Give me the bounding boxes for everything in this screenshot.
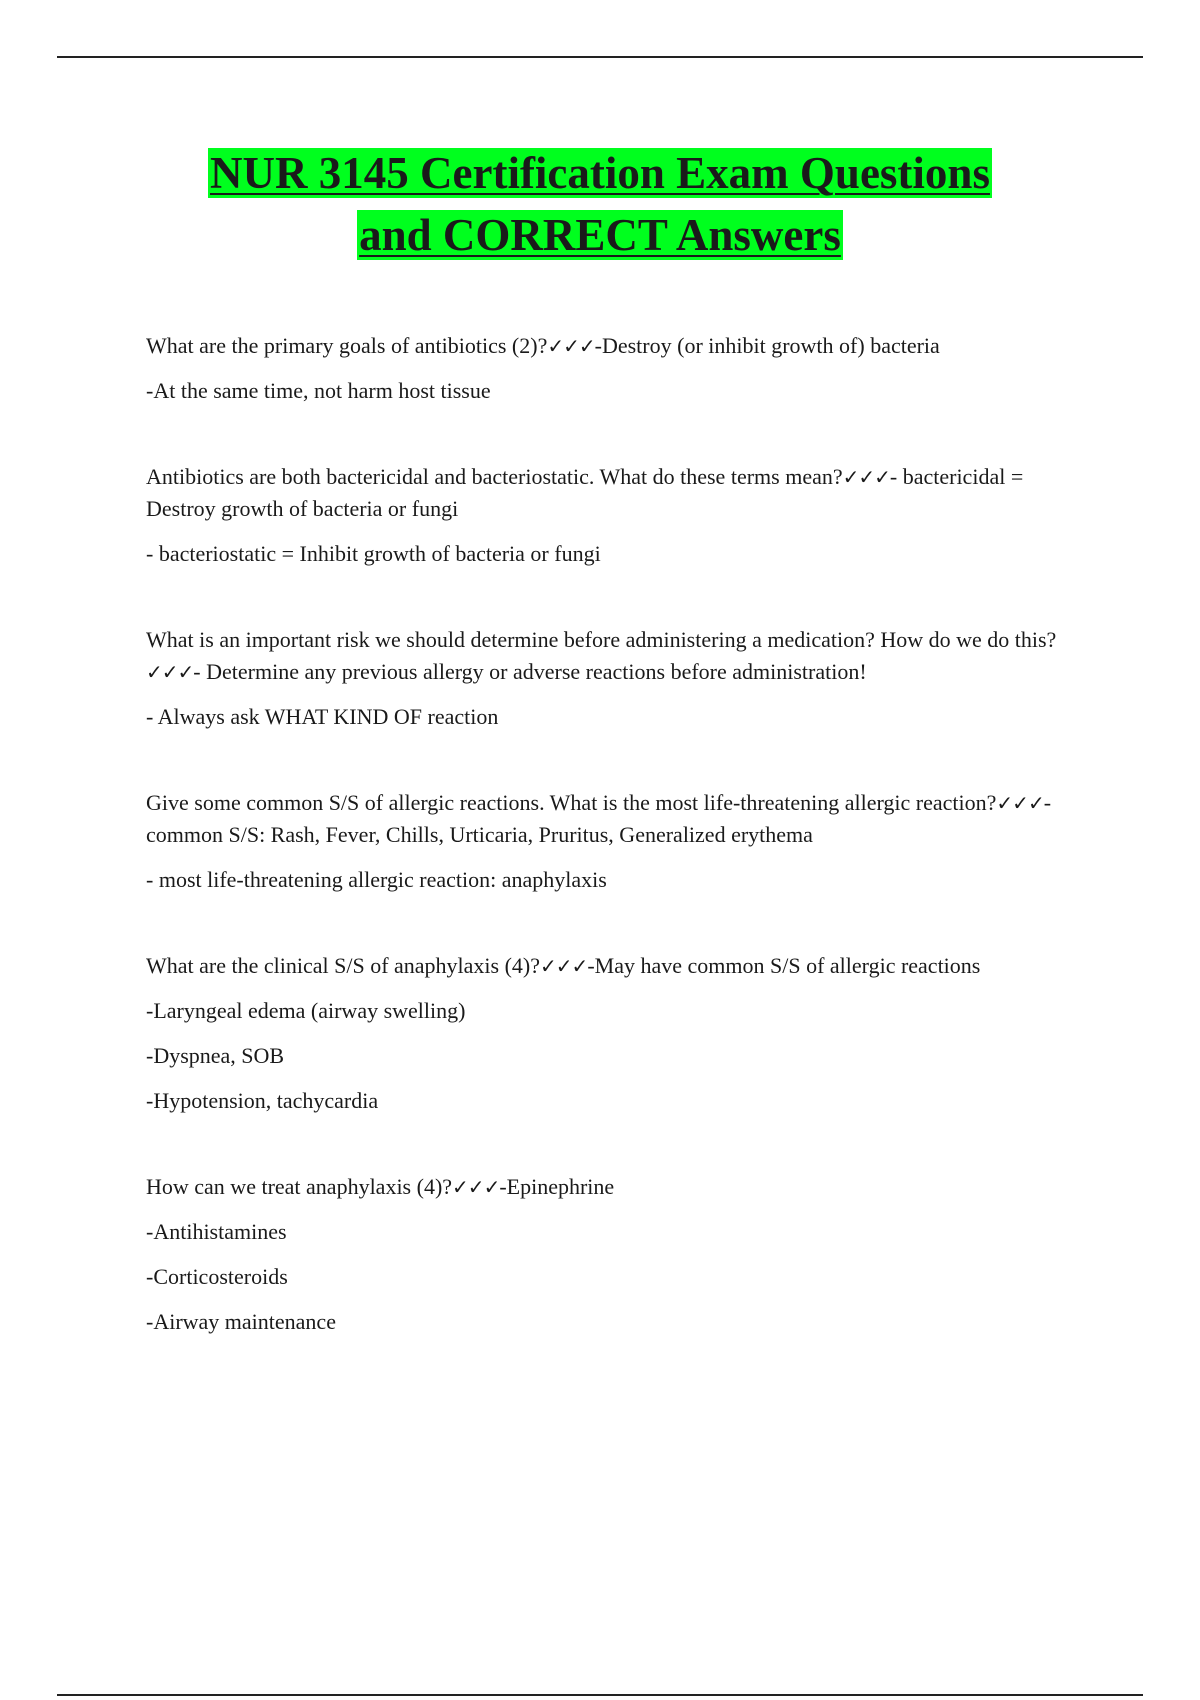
checkmarks-icon: ✓✓✓ bbox=[842, 465, 890, 489]
answer-line: -Hypotension, tachycardia bbox=[146, 1088, 379, 1113]
checkmarks-icon: ✓✓✓ bbox=[547, 334, 595, 358]
answer-text: - bactericidal = Destroy growth of bacteria or fungi bbox=[146, 464, 1024, 521]
title-line-1: NUR 3145 Certification Exam Questions bbox=[210, 148, 990, 198]
qa-list bbox=[146, 330, 1066, 1392]
answer-line: -At the same time, not harm host tissue bbox=[146, 378, 491, 403]
answer-line: -Corticosteroids bbox=[146, 1264, 288, 1289]
question-text: Give some common S/S of allergic reactions. What is the most life-threatening allergic reaction? bbox=[146, 790, 997, 815]
qa-item bbox=[146, 950, 1066, 1117]
answer-line: -Dyspnea, SOB bbox=[146, 1043, 285, 1068]
answer-line: -Antihistamines bbox=[146, 1219, 287, 1244]
answer-line: -Laryngeal edema (airway swelling) bbox=[146, 998, 466, 1023]
question-text: How can we treat anaphylaxis (4)? bbox=[146, 1174, 453, 1199]
document-title bbox=[100, 142, 1100, 266]
qa-question-line bbox=[146, 330, 1066, 362]
question-text: What is an important risk we should determine before administering a medication? How do we do this? bbox=[146, 627, 1057, 652]
checkmarks-icon: ✓✓✓ bbox=[146, 660, 194, 684]
qa-question-line bbox=[146, 950, 1066, 982]
qa-question-line bbox=[146, 624, 1066, 688]
title-line-2: and CORRECT Answers bbox=[359, 210, 841, 260]
answer-line: - Always ask WHAT KIND OF reaction bbox=[146, 704, 499, 729]
checkmarks-icon: ✓✓✓ bbox=[452, 1175, 500, 1199]
top-rule bbox=[57, 56, 1143, 58]
qa-item bbox=[146, 1171, 1066, 1338]
answer-line: - bacteriostatic = Inhibit growth of bacteria or fungi bbox=[146, 541, 601, 566]
question-text: What are the clinical S/S of anaphylaxis (4)? bbox=[146, 953, 541, 978]
checkmarks-icon: ✓✓✓ bbox=[540, 954, 588, 978]
qa-item bbox=[146, 787, 1066, 896]
answer-text: -Epinephrine bbox=[499, 1174, 615, 1199]
checkmarks-icon: ✓✓✓ bbox=[996, 791, 1044, 815]
answer-text: - common S/S: Rash, Fever, Chills, Urticaria, Pruritus, Generalized erythema bbox=[146, 790, 1052, 847]
qa-question-line bbox=[146, 787, 1066, 851]
qa-item bbox=[146, 624, 1066, 733]
answer-text: -Destroy (or inhibit growth of) bacteria bbox=[594, 333, 940, 358]
question-text: What are the primary goals of antibiotics (2)? bbox=[146, 333, 548, 358]
answer-line: - most life-threatening allergic reaction: anaphylaxis bbox=[146, 867, 607, 892]
question-text: Antibiotics are both bactericidal and bacteriostatic. What do these terms mean? bbox=[146, 464, 843, 489]
qa-item bbox=[146, 330, 1066, 407]
qa-item bbox=[146, 461, 1066, 570]
answer-text: -May have common S/S of allergic reactions bbox=[587, 953, 981, 978]
bottom-rule bbox=[57, 1694, 1143, 1696]
answer-line: -Airway maintenance bbox=[146, 1309, 336, 1334]
qa-question-line bbox=[146, 1171, 1066, 1203]
answer-text: - Determine any previous allergy or adverse reactions before administration! bbox=[193, 659, 867, 684]
qa-question-line bbox=[146, 461, 1066, 525]
